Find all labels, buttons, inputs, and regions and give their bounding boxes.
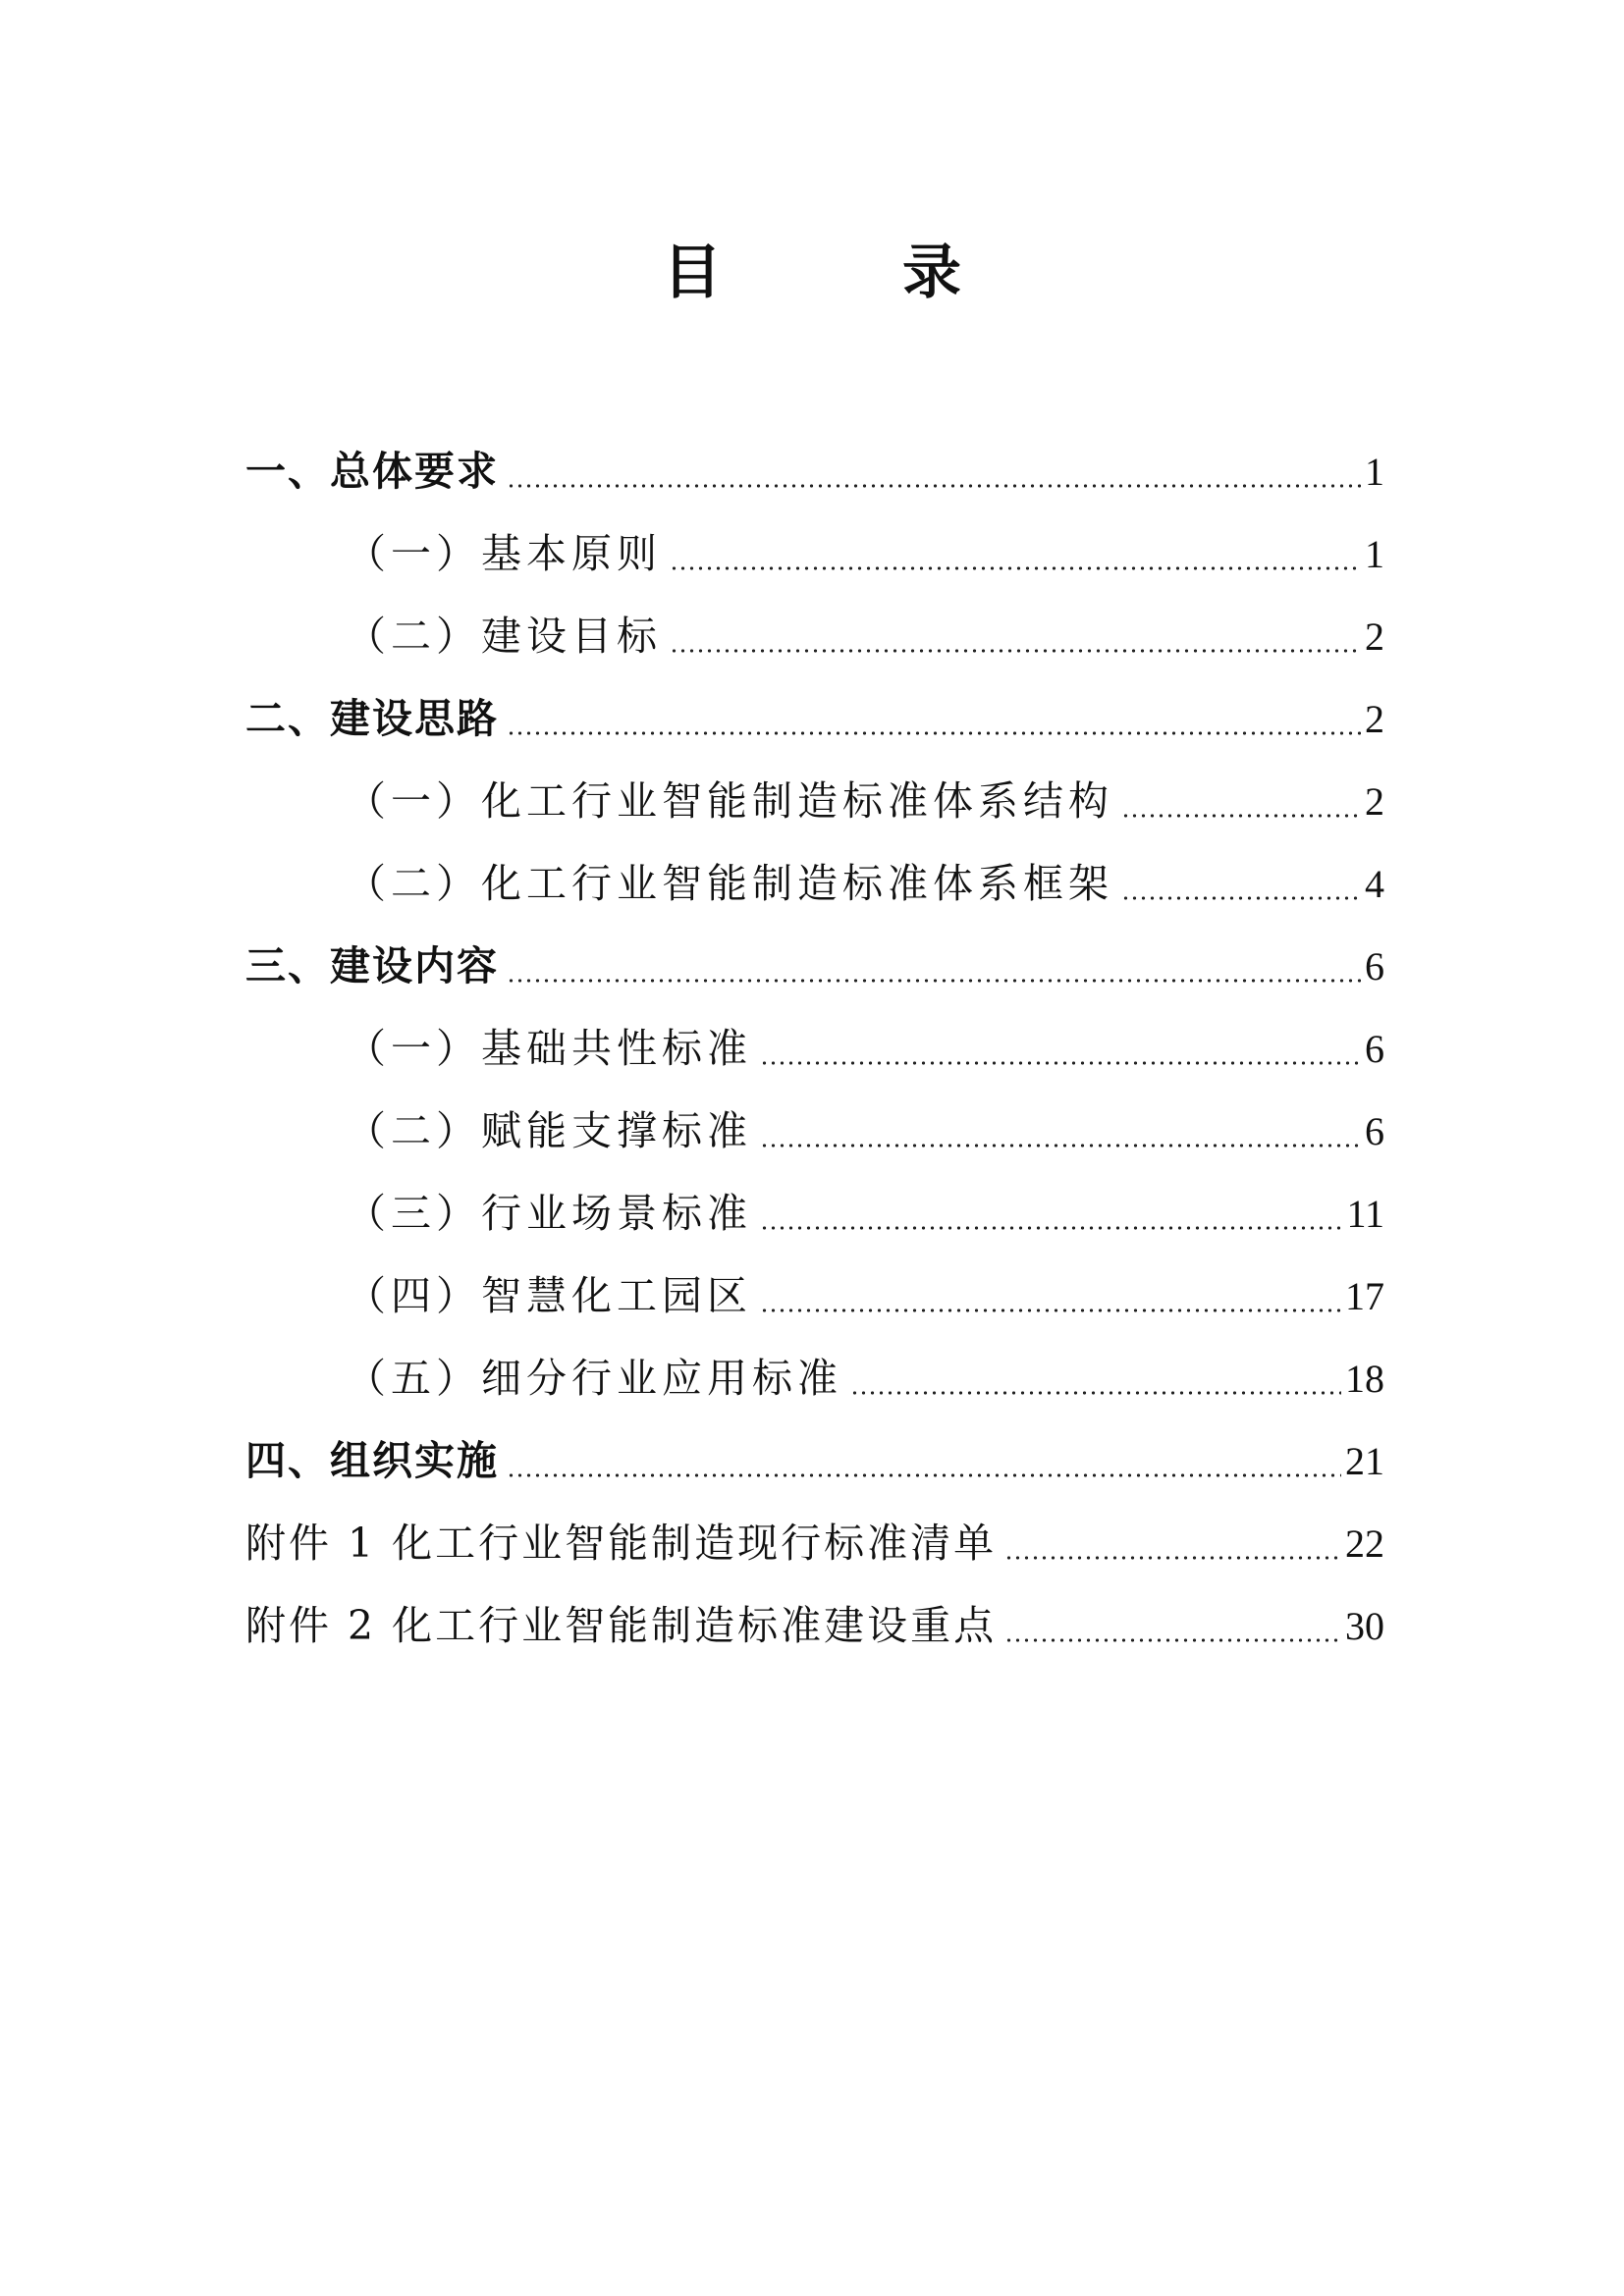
dot-leader: [507, 978, 1361, 984]
toc-entry-section-4[interactable]: [245, 1419, 1384, 1502]
toc-entry-subsection-2-1[interactable]: [245, 760, 1384, 842]
table-of-contents: [245, 430, 1384, 1667]
toc-entry-label: （二）建设目标: [346, 613, 662, 660]
dot-leader: [760, 1143, 1361, 1148]
dot-leader: [760, 1225, 1342, 1231]
toc-entry-page-number: 30: [1345, 1604, 1384, 1648]
toc-entry-subsection-1-2[interactable]: [245, 595, 1384, 677]
toc-entry-section-1[interactable]: [245, 430, 1384, 512]
toc-entry-section-2[interactable]: [245, 677, 1384, 760]
toc-entry-page-number: 17: [1345, 1274, 1384, 1318]
toc-entry-page-number: 18: [1345, 1357, 1384, 1401]
toc-entry-subsection-3-4[interactable]: [245, 1255, 1384, 1337]
toc-entry-label: 一、总体要求: [245, 448, 499, 495]
toc-entry-label: 三、建设内容: [245, 942, 499, 989]
toc-entry-section-3[interactable]: [245, 925, 1384, 1007]
toc-entry-subsection-3-1[interactable]: [245, 1007, 1384, 1090]
toc-entry-label: （一）基础共性标准: [346, 1025, 752, 1072]
dot-leader: [1121, 813, 1361, 819]
dot-leader: [507, 483, 1361, 489]
toc-entry-label: （二）赋能支撑标准: [346, 1107, 752, 1154]
toc-entry-page-number: 21: [1345, 1439, 1384, 1483]
toc-entry-subsection-1-1[interactable]: [245, 512, 1384, 595]
toc-entry-page-number: 22: [1345, 1522, 1384, 1566]
dot-leader: [670, 648, 1361, 654]
dot-leader: [507, 1472, 1341, 1478]
dot-leader: [1004, 1637, 1341, 1643]
toc-entry-page-number: 6: [1365, 944, 1384, 988]
toc-entry-label: （二）化工行业智能制造标准体系框架: [346, 860, 1113, 907]
toc-entry-label: 四、组织实施: [245, 1437, 499, 1484]
toc-entry-appendix-1[interactable]: [245, 1502, 1384, 1584]
toc-entry-page-number: 11: [1346, 1192, 1384, 1236]
dot-leader: [760, 1060, 1361, 1066]
toc-entry-page-number: 1: [1365, 450, 1384, 494]
toc-entry-subsection-2-2[interactable]: [245, 842, 1384, 925]
dot-leader: [507, 730, 1361, 736]
toc-entry-page-number: 1: [1365, 532, 1384, 576]
dot-leader: [760, 1308, 1341, 1313]
toc-entry-label: （四）智慧化工园区: [346, 1272, 752, 1319]
dot-leader: [850, 1390, 1341, 1396]
toc-entry-label: （三）行业场景标准: [346, 1190, 752, 1237]
dot-leader: [1121, 895, 1361, 901]
toc-entry-page-number: 2: [1365, 614, 1384, 659]
toc-entry-subsection-3-2[interactable]: [245, 1090, 1384, 1172]
dot-leader: [670, 565, 1361, 571]
toc-entry-page-number: 4: [1365, 862, 1384, 906]
page-title: 目 录: [663, 239, 1022, 307]
toc-entry-label: 附件 2 化工行业智能制造标准建设重点: [245, 1602, 998, 1649]
toc-entry-label: （一）化工行业智能制造标准体系结构: [346, 777, 1113, 825]
toc-entry-label: 附件 1 化工行业智能制造现行标准清单: [245, 1520, 998, 1567]
toc-entry-label: 二、建设思路: [245, 695, 499, 742]
toc-entry-label: （五）细分行业应用标准: [346, 1355, 842, 1402]
toc-entry-page-number: 2: [1365, 697, 1384, 741]
dot-leader: [1004, 1555, 1341, 1561]
toc-entry-page-number: 6: [1365, 1109, 1384, 1153]
toc-entry-page-number: 6: [1365, 1027, 1384, 1071]
toc-entry-appendix-2[interactable]: [245, 1584, 1384, 1667]
toc-entry-subsection-3-3[interactable]: [245, 1172, 1384, 1255]
toc-entry-label: （一）基本原则: [346, 530, 662, 577]
toc-entry-subsection-3-5[interactable]: [245, 1337, 1384, 1419]
toc-entry-page-number: 2: [1365, 779, 1384, 824]
